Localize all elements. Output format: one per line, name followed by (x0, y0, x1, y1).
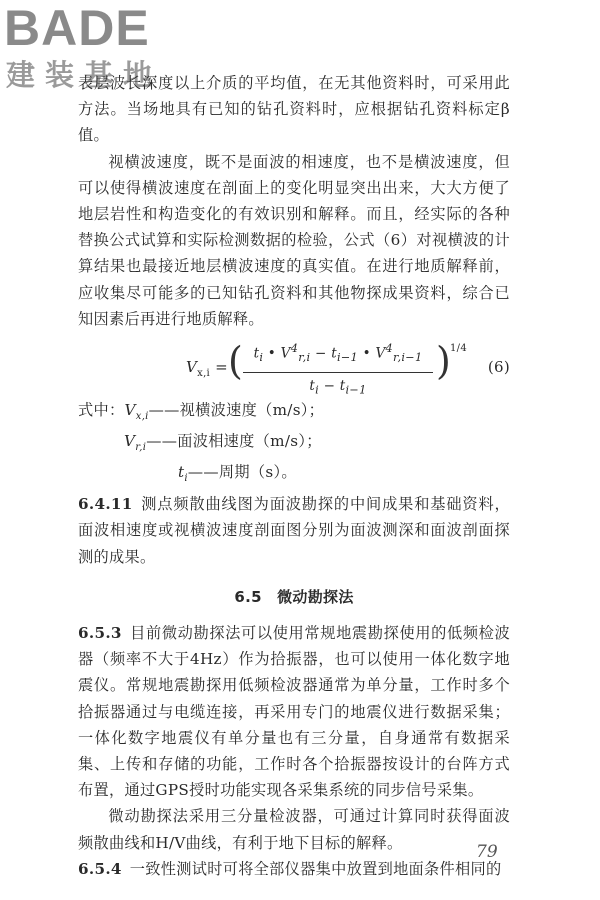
clause-number: 6.5.4 (78, 859, 122, 878)
legend-row-t: $t_i——$周期（s）。 (178, 463, 297, 485)
formula-exponent: 1/4 (450, 343, 467, 355)
paragraph-micro: 微动勘探法采用三分量检波器，可通过计算同时获得面波频散曲线和H/V曲线，有利于地下目标的解释。 (78, 807, 510, 852)
legend-row-vx: 式中：$V_{x,i}——$视横波速度（m/s）； (78, 401, 325, 423)
section-heading: 6.5 微动勘探法 (234, 587, 354, 606)
legend-row-vr: $V_{r,i}——$面波相速度（m/s）； (124, 432, 322, 454)
formula-right-paren: ) (436, 339, 452, 384)
formula-legend (78, 398, 510, 491)
clause-6-4-11 (78, 491, 510, 570)
logo-subtitle: 建装基地 (6, 58, 163, 92)
clause-number: 6.4.11 (78, 495, 133, 514)
clause-6-5-3 (78, 620, 510, 803)
formula-denominator: $t_i - t_{i-1}$ (309, 378, 367, 398)
page-content (78, 70, 510, 882)
clause-text: 一致性测试时可将全部仪器集中放置到地面条件相同的 (129, 859, 502, 878)
formula-6 (78, 336, 510, 396)
paragraph-transverse-wave: 视横波速度，既不是面波的相速度，也不是横波速度，但可以使得横波速度在剖面上的变化明显突出出来，大大方便了地层岩性和构造变化的有效识别和解释。而且，经实际的各种替换公式试算和实际检测数据的检验，公式（6）对视横波的计算结果也最接近地层横波速度的真实值。在进行地质解释前，应收集尽可能多的已知钻孔资料和其他物探成果资料，综合已知因素后再进行地质解释。 (78, 152, 510, 328)
clause-6-5-4 (78, 856, 510, 882)
formula-lhs: $V_{x,i}$ = (186, 358, 229, 380)
page-number: 79 (476, 842, 498, 862)
clause-number: 6.5.3 (78, 623, 122, 642)
paragraph-intro: 表层波长深度以上介质的平均值，在无其他资料时，可采用此方法。当场地具有已知的钻孔资料时，应根据钻孔资料标定β值。 (78, 74, 510, 145)
logo-brand: BADE (4, 0, 150, 56)
formula-fraction (243, 336, 433, 404)
formula-number: (6) (487, 358, 510, 377)
clause-text: 目前微动勘探法可以使用常规地震勘探使用的低频检波器（频率不大于4Hz）作为拾振器，也可以使用一体化数字地震仪。常规地震勘探用低频检波器通常为单分量，工作时多个拾振器通过与电缆连接，再采用专门的地震仪进行数据采集；一体化数字地震仪有单分量也有三分量，自身通常有数据采集、上传和存储的功能，工作时各个拾振器按设计的台阵方式布置，通过GPS授时功能实现各采集系统的同步信号采集。 (78, 623, 510, 800)
formula-numerator: $t_i$ • $V^4_{r,i} - t_{i-1}$ • $V^4_{r,i-1}$ (243, 336, 433, 373)
formula-left-paren: ( (228, 339, 244, 384)
clause-text: 测点频散曲线图为面波勘探的中间成果和基础资料，面波相速度或视横波速度剖面图分别为面波测深和面波剖面探测的成果。 (78, 495, 510, 566)
